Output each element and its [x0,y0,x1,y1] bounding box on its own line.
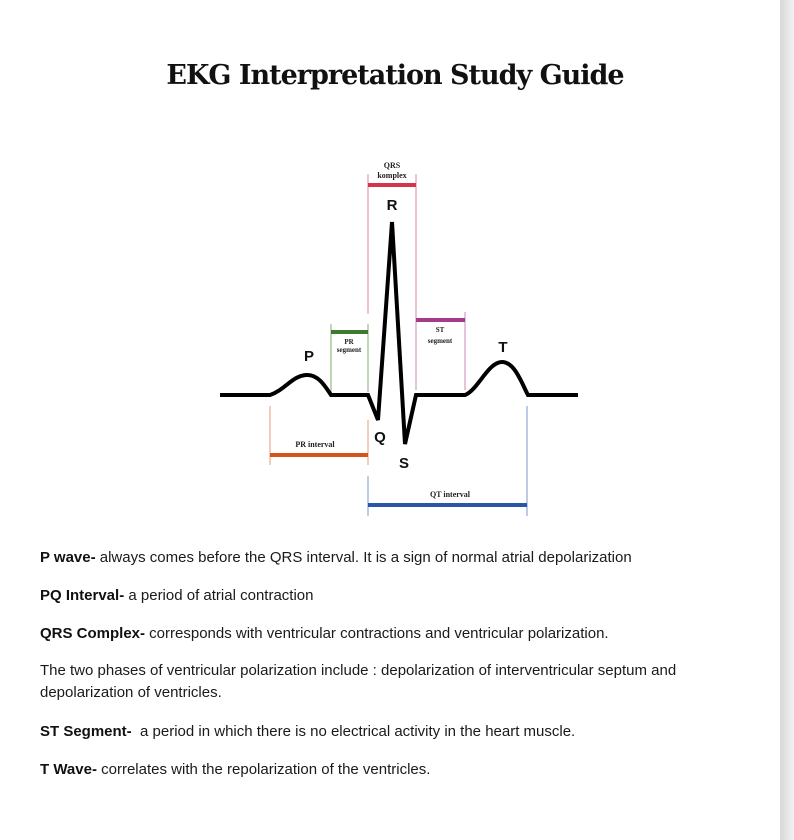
s-wave-label: S [398,455,410,472]
definition-pq-interval [40,585,740,607]
definition-text: always comes before the QRS interval. It is a sign of normal atrial depolarization [95,549,632,566]
definition-text: a period of atrial contraction [124,587,314,604]
term-t-wave: T Wave- [40,761,97,778]
pr-interval-label: PR interval [295,440,335,449]
p-wave-label: P [303,348,315,365]
pr-segment-label-line1: PR [344,338,354,346]
st-segment-label-line2: segment [427,337,453,345]
qt-interval-label: QT interval [429,490,471,499]
term-st-segment: ST Segment- [40,723,132,740]
term-p-wave: P wave- [40,549,96,566]
note-ventricular-polarization [40,660,740,704]
st-segment-label-line1: ST [435,326,445,334]
pr-segment-label-line2: segment [336,346,362,354]
definition-t-wave [40,759,740,781]
r-wave-label: R [386,197,398,214]
definition-st-segment [40,721,740,743]
term-pq-interval: PQ Interval- [40,587,125,604]
t-wave-label: T [498,339,508,356]
ekg-trace [220,222,578,444]
term-qrs-complex: QRS Complex- [40,625,146,642]
definition-text: corresponds with ventricular contractions and ventricular polarization. [145,625,609,642]
definition-p-wave [40,547,740,569]
definition-text: correlates with the repolarization of the ventricles. [96,761,431,778]
definition-qrs-complex [40,623,740,645]
note-text: The two phases of ventricular polarization include : depolarization of interventricular septum and depolarization of ventricles. [40,662,677,701]
qrs-label-line1: QRS [383,161,401,170]
qrs-label-line2: komplex [377,171,407,180]
page-title: EKG Interpretation Study Guide [166,60,624,92]
q-wave-label: Q [374,429,386,446]
definition-text: a period in which there is no electrical activity in the heart muscle. [131,723,576,740]
